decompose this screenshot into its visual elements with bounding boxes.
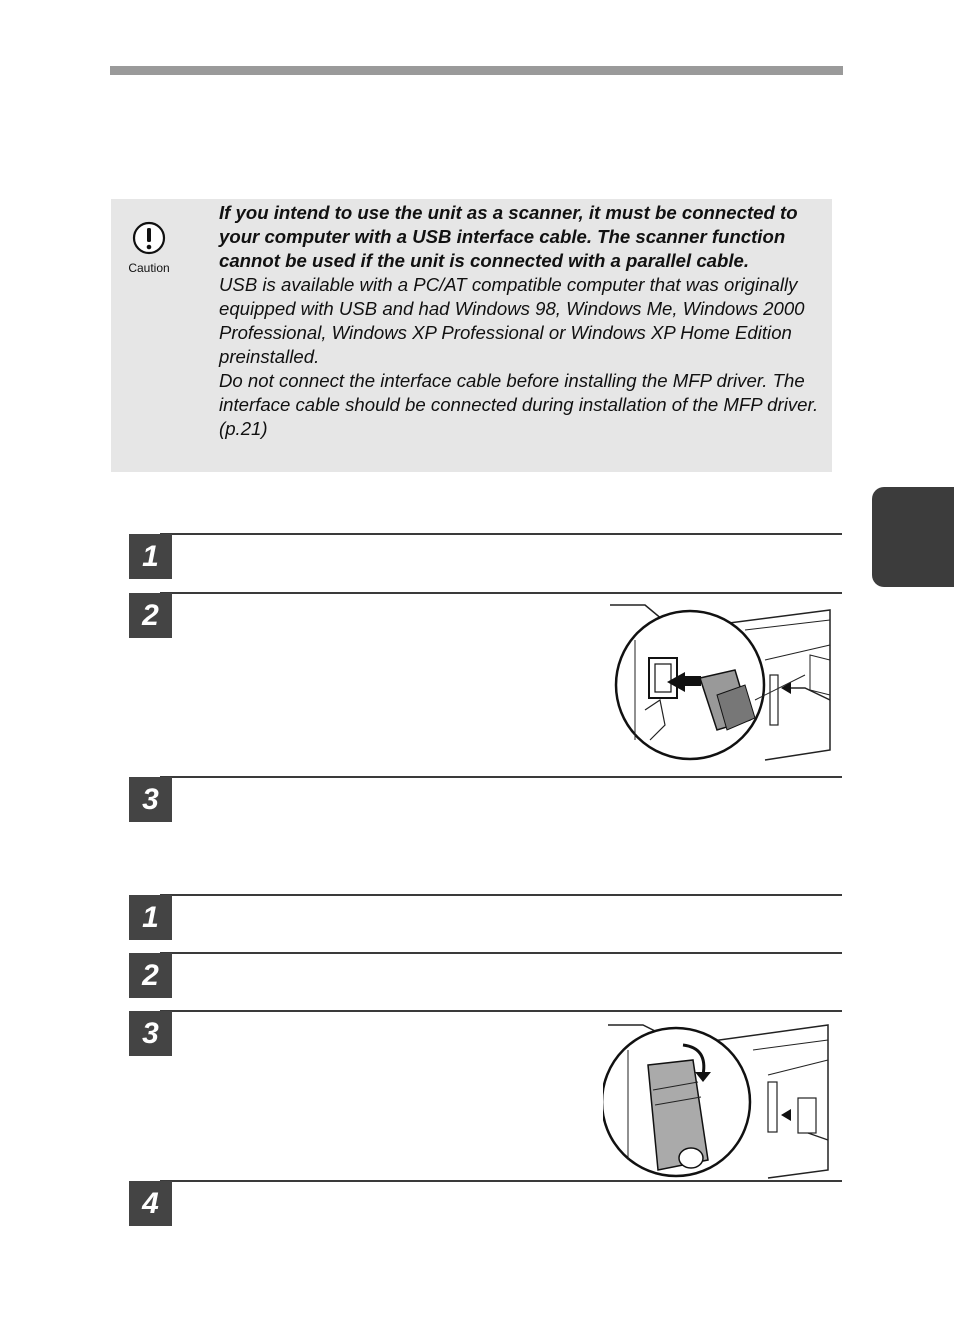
step-rule (160, 1010, 842, 1012)
caution-text (219, 201, 819, 441)
caution-icon-group (123, 221, 175, 275)
chapter-side-tab (872, 487, 954, 587)
step-rule (160, 894, 842, 896)
step-badge-s2-3: 3 (129, 1011, 172, 1056)
exclamation-circle-icon (132, 221, 166, 255)
step-rule (160, 952, 842, 954)
step-rule (160, 1180, 842, 1182)
step-rule (160, 592, 842, 594)
usb-cable-connection-illustration (605, 600, 837, 762)
header-rule (110, 66, 843, 75)
step-badge-s2-1: 1 (129, 895, 172, 940)
parallel-cable-connection-illustration (603, 1020, 835, 1180)
step-badge-s1-3: 3 (129, 777, 172, 822)
step-rule (160, 533, 842, 535)
step-badge-s2-4: 4 (129, 1181, 172, 1226)
caution-box (111, 199, 832, 472)
step-badge-s1-1: 1 (129, 534, 172, 579)
caution-paragraph-usb: USB is available with a PC/AT compatible computer that was originally equipped with USB and had Windows 98, Windows Me, Windows 2000 Professional, Windows XP Professional or Windows XP Home Edition preinstalled. (219, 274, 805, 367)
step-rule (160, 776, 842, 778)
caution-label: Caution (128, 261, 170, 275)
caution-bold-paragraph: If you intend to use the unit as a scanner, it must be connected to your computer with a USB interface cable. The scanner function cannot be used if the unit is connected with a parallel cable. (219, 202, 798, 271)
caution-paragraph-driver: Do not connect the interface cable before installing the MFP driver. The interface cable should be connected during installation of the MFP driver. (p.21) (219, 370, 819, 439)
step-badge-s2-2: 2 (129, 953, 172, 998)
step-badge-s1-2: 2 (129, 593, 172, 638)
